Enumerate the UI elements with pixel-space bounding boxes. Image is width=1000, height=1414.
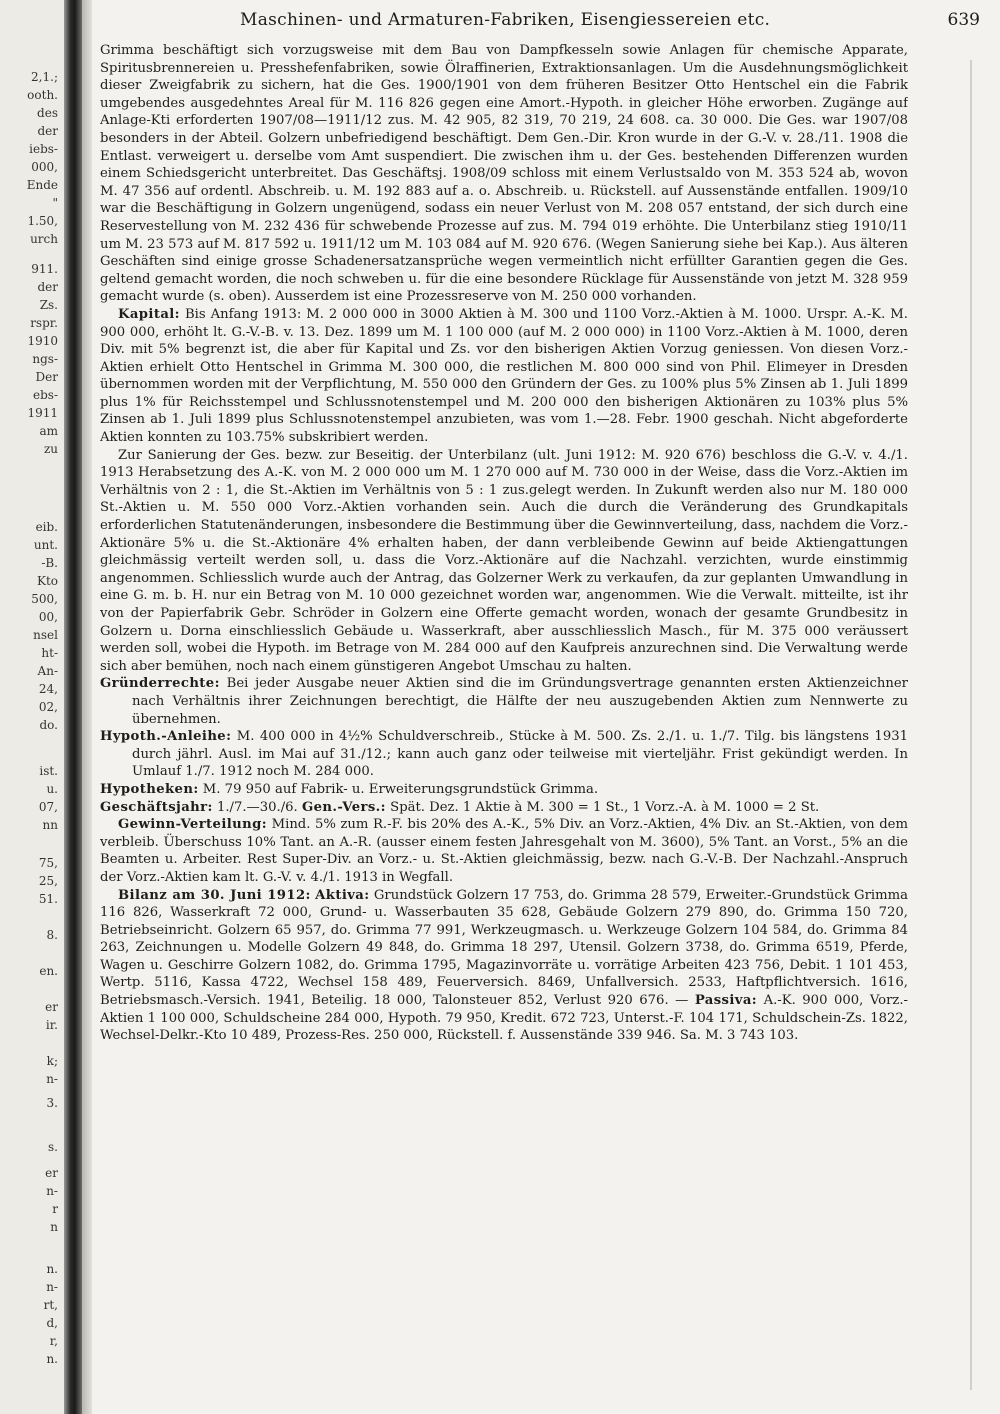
margin-fragment: urch (30, 232, 58, 246)
margin-fragment: n- (46, 1184, 58, 1198)
margin-fragment: d, (46, 1316, 58, 1330)
margin-fragment: 24, (38, 682, 58, 696)
page-header (100, 10, 980, 34)
bilanz-aktiva-text: Grundstück Golzern 17 753, do. Grimma 28 579, Erweiter.-Grundstück Grimma 116 826, Wasserkraft 72 000, Grund- u. Wasserbauten 35 628, Gebäude Golzern 279 890, do. Grimma 150 720, Betriebseinricht. Golzern 65 957, do. Grimma 77 991, Werkzeugmasch. u. Werkzeuge Golzern 104 584, do. Grimma 84 263, Zeichnungen u. Modelle Golzern 49 848, do. Grimma 18 297, Utensil. Golzern 3738, do. Grimma 6519, Pferde, Wagen u. Geschirre Golzern 1082, do. Grimma 1795, Magazinvorräte u. vorrätige Arbeiten 423 756, Debit. 1 101 453, Wertp. 5116, Kassa 4722, Wechsel 158 489, Feuerversich. 8469, Unfallversich. 2533, Haftpflichtversich. 1616, Betriebsmasch.-Versich. 1941, Beteilig. 18 000, Talonsteuer 852, Verlust 920 676. — (100, 887, 908, 1009)
margin-fragment: Zs. (39, 298, 58, 312)
margin-fragment: der (37, 280, 58, 294)
margin-fragment: s. (48, 1140, 58, 1154)
gen-vers-label: Gen.-Vers.: (301, 799, 386, 815)
left-page-margin (0, 0, 64, 1414)
margin-fragment: nn (42, 818, 58, 832)
gruenderrechte-text: Bei jeder Ausgabe neuer Aktien sind die im Gründungsvertrage genannten ersten Aktienzeichner nach Verhältnis ihrer Zeichnungen berechtigt, die Hälfte der neu auszugebenden Aktien zum Nennwerte zu übernehmen. (132, 676, 908, 727)
margin-fragment: 75, (38, 856, 58, 870)
margin-fragment: ist. (39, 764, 58, 778)
margin-fragment: -B. (41, 556, 58, 570)
margin-fragment: ebs- (33, 388, 58, 402)
margin-fragment: 02, (38, 700, 58, 714)
margin-fragment: n- (46, 1280, 58, 1294)
running-title: Maschinen- und Armaturen-Fabriken, Eisengiessereien etc. (240, 10, 771, 30)
margin-fragment: rt, (43, 1298, 58, 1312)
gruenderrechte-label: Gründerrechte: (100, 676, 220, 692)
section-gewinn-verteilung (100, 816, 908, 886)
margin-fragment: ngs- (32, 352, 58, 366)
margin-fragment: ooth. (27, 88, 58, 102)
margin-fragment: n. (46, 1262, 58, 1276)
section-gruenderrechte (100, 675, 908, 728)
margin-fragment: eib. (35, 520, 58, 534)
margin-fragment: 2,1.; (31, 70, 58, 84)
margin-fragment: unt. (33, 538, 58, 552)
page-number: 639 (947, 10, 980, 30)
geschaeftsjahr-text: 1./7.—30./6. (216, 799, 298, 815)
margin-fragment: n- (46, 1072, 58, 1086)
margin-fragment: nsel (33, 628, 58, 642)
margin-fragment: 911. (31, 262, 58, 276)
margin-fragment: 51. (38, 892, 58, 906)
margin-fragment: n (50, 1220, 58, 1234)
margin-fragment: iebs- (29, 142, 58, 156)
margin-fragment: do. (39, 718, 58, 732)
margin-fragment: er (45, 1166, 58, 1180)
margin-fragment: 25, (38, 874, 58, 888)
margin-fragment: ir. (45, 1018, 58, 1032)
margin-fragment: 1.50, (27, 214, 58, 228)
margin-fragment: n. (46, 1352, 58, 1366)
margin-fragment: r, (49, 1334, 58, 1348)
bilanz-passiva-label: Passiva: (694, 993, 758, 1009)
margin-fragment: k; (46, 1054, 58, 1068)
geschaeftsjahr-label: Geschäftsjahr: (100, 799, 213, 815)
margin-fragment: der (37, 124, 58, 138)
section-kapital (100, 306, 908, 447)
right-page-edge (970, 60, 972, 1390)
gen-vers-text: Spät. Dez. 1 Aktie à M. 300 = 1 St., 1 Vorz.-A. à M. 1000 = 2 St. (390, 799, 820, 815)
section-geschaeftsjahr (100, 799, 908, 817)
bilanz-passiva-text: A.-K. 900 000, Vorz.-Aktien 1 100 000, Schuldscheine 284 000, Hypoth. 79 950, Kredit. 672 723, Unterst.-F. 104 171, Schuldschein-Zs. 1822, Wechsel-Delkr.-Kto 10 489, Prozess-Res. 250 000, Rückstell. f. Aussenstände 339 946. Sa. M. 3 743 103. (100, 993, 908, 1044)
margin-fragment: Der (35, 370, 58, 384)
margin-fragment: 00, (38, 610, 58, 624)
gewinn-verteilung-text: Mind. 5% zum R.-F. bis 20% des A.-K., 5% Div. an Vorz.-Aktien, 4% Div. an St.-Aktien, von dem verbleib. Überschuss 10% Tant. an A.-R. (ausser einem festen Jahresgehalt von M. 3600), 5% Tant. an Vorst., 5% an die Beamten u. Arbeiter. Rest Super-Div. an Vorz.- u. St.-Aktien gleichmässig, bezw. nach G.-V.-B. Der Nachzahl.-Anspruch der Vorz.-Aktien kam lt. G.-V. v. 4./1. 1913 in Wegfall. (100, 817, 908, 885)
section-hypotheken (100, 781, 908, 799)
page-body (100, 42, 908, 1372)
margin-fragment: rspr. (30, 316, 58, 330)
section-hypoth-anleihe (100, 728, 908, 781)
paragraph-sanierung: Zur Sanierung der Ges. bezw. zur Beseitig. der Unterbilanz (ult. Juni 1912: M. 920 676) beschloss die G.-V. v. 4./1. 1913 Herabsetzung des A.-K. von M. 2 000 000 um M. 1 270 000 auf M. 730 000 in der Weise, dass die Vorz.-Aktien im Verhältnis von 2 : 1, die St.-Aktien im Verhältnis von 5 : 1 zus.gelegt werden. In Zukunft werden also nur M. 180 000 St.-Aktien u. M. 550 000 Vorz.-Aktien vorhanden sein. Auch die durch die Veränderung des Grundkapitals erforderlichen Statutenänderungen, insbesondere die Bestimmung über die Gewinnverteilung, dass, nachdem die Vorz.-Aktionäre 5% u. die St.-Aktionäre 4% erhalten haben, der dann verbleibende Gewinn auf beide Aktiengattungen gleichmässig verteilt werden soll, u. dass die Vorz.-Aktionäre auf die Nachzahl. verzichten, wurde einstimmig angenommen. Schliesslich wurde auch der Antrag, das Golzerner Werk zu verkaufen, da zur geplanten Umwandlung in eine G. m. b. H. nur ein Betrag von M. 10 000 gezeichnet worden war, angenommen. Wie die Verwalt. mitteilte, ist ihr von der Papierfabrik Gebr. Schröder in Golzern eine Offerte gemacht worden, wonach der gesamte Grundbesitz in Golzern u. Dorna einschliesslich Gebäude u. Wasserkraft, aber ausschliesslich Masch., für M. 375 000 veräussert werden soll, wobei die Hypoth. im Betrage von M. 284 000 auf den Kaufpreis anzurechnen sind. Die Verwaltung werde sich aber bemühen, noch nach einem günstigeren Angebot Umschau zu halten. (100, 447, 908, 674)
paragraph-intro: Grimma beschäftigt sich vorzugsweise mit dem Bau von Dampfkesseln sowie Anlagen für chemische Apparate, Spiritusbrennereien u. Presshefenfabriken, sowie Ölraffinerien, Extraktionsanlagen. Um die Ausdehnungsmöglichkeit dieser Zweigfabrik zu sichern, hat die Ges. 1900/1901 von dem früheren Besitzer Otto Hentschel ein die Fabrik umgebendes ausgedehntes Areal für M. 116 826 gegen eine Amort.-Hypoth. in gleicher Höhe erworben. Zugänge auf Anlage-Kti erforderten 1907/08—1911/12 zus. M. 42 905, 82 319, 70 219, 24 608. ca. 30 000. Die Ges. war 1907/08 besonders in der Abteil. Golzern unbefriedigend beschäftigt. Dem Gen.-Dir. Kron wurde in der G.-V. v. 28./11. 1908 die Entlast. verweigert u. derselbe vom Amt suspendiert. Die zwischen ihm u. der Ges. bestehenden Differenzen wurden einem Schiedsgericht unterbreitet. Das Geschäftsj. 1908/09 schloss mit einem Verlustsaldo von M. 353 524 ab, wovon M. 47 356 auf ordentl. Abschreib. u. M. 192 883 auf a. o. Abschreib. u. Rückstell. auf Aussenstände entfallen. 1909/10 war die Beschäftigung in Golzern ungenügend, sodass ein neuer Verlust von M. 208 057 entstand, der sich durch eine Reservestellung von M. 232 436 für schwebende Prozesse auf zus. M. 794 019 erhöhte. Die Unterbilanz stieg 1910/11 um M. 23 573 auf M. 817 592 u. 1911/12 um M. 103 084 auf M. 920 676. (Wegen Sanierung siehe bei Kap.). Aus älteren Geschäften sind einige grosse Schadenersatzansprüche wegen vermeintlich nicht erfüllter Garantien gegen die Ges. geltend gemacht worden, die noch schweben u. für die eine besondere Rücklage für Aussenstände von jetzt M. 328 959 gemacht wurde (s. oben). Ausserdem ist eine Prozessreserve von M. 250 000 vorhanden. (100, 43, 908, 305)
hypotheken-text: M. 79 950 auf Fabrik- u. Erweiterungsgrundstück Grimma. (202, 781, 599, 797)
bilanz-aktiva-label: Aktiva: (315, 887, 370, 903)
book-gutter (82, 0, 92, 1414)
margin-fragment: 1910 (27, 334, 58, 348)
hypoth-anleihe-label: Hypoth.-Anleihe: (100, 729, 232, 745)
margin-fragment: u. (46, 782, 58, 796)
margin-fragment: " (52, 196, 58, 210)
margin-fragment: ht- (41, 646, 58, 660)
margin-fragment: Ende (26, 178, 58, 192)
margin-fragment: Kto (36, 574, 58, 588)
bilanz-label: Bilanz am 30. Juni 1912: (118, 887, 311, 903)
margin-fragment: er (45, 1000, 58, 1014)
section-bilanz (100, 887, 908, 1045)
margin-fragment: r (52, 1202, 58, 1216)
book-spine-shadow (64, 0, 82, 1414)
margin-fragment: 3. (46, 1096, 58, 1110)
margin-fragment: 1911 (27, 406, 58, 420)
margin-fragment: An- (37, 664, 58, 678)
margin-fragment: zu (43, 442, 58, 456)
hypoth-anleihe-text: M. 400 000 in 4½% Schuldverschreib., Stücke à M. 500. Zs. 2./1. u. 1./7. Tilg. bis längstens 1931 durch jährl. Ausl. im Mai auf 31./12.; kann auch ganz oder teilweise mit vierteljähr. Frist gekündigt werden. In Umlauf 1./7. 1912 noch M. 284 000. (132, 729, 908, 780)
margin-fragment: 07, (38, 800, 58, 814)
gewinn-verteilung-label: Gewinn-Verteilung: (118, 817, 268, 833)
kapital-text: Bis Anfang 1913: M. 2 000 000 in 3000 Aktien à M. 300 und 1100 Vorz.-Aktien à M. 1000. Urspr. A.-K. M. 900 000, erhöht lt. G.-V.-B. v. 13. Dez. 1899 um M. 1 100 000 (auf M. 2 000 000) in 1100 Vorz.-Aktien à M. 1000, deren Div. mit 5% begrenzt ist, die aber für Kapital und Zs. vor den bisherigen Aktien Vorzug geniessen. Von diesen Vorz.-Aktien erhielt Otto Hentschel in Grimma M. 300 000, die restlichen M. 800 000 sind von Phil. Elimeyer in Dresden übernommen worden mit der Verpflichtung, M. 550 000 den Gründern der Ges. zu 100% plus 5% Zinsen ab 1. Juli 1899 plus 1% für Reichsstempel und Schlussnotenstempel und M. 200 000 den bisherigen Aktionären zu 103% plus 5% Zinsen ab 1. Juli 1899 plus Schlussnotenstempel anzubieten, was vom 1.—28. Febr. 1900 geschah. Nicht abgeforderte Aktien konnten zu 103.75% subskribiert werden. (100, 306, 908, 446)
margin-fragment: en. (39, 964, 58, 978)
margin-fragment: am (39, 424, 58, 438)
margin-fragment: 8. (46, 928, 58, 942)
margin-fragment: des (37, 106, 58, 120)
margin-fragment: 000, (31, 160, 58, 174)
kapital-label: Kapital: (118, 306, 180, 322)
margin-fragment: 500, (31, 592, 58, 606)
hypotheken-label: Hypotheken: (100, 781, 199, 797)
